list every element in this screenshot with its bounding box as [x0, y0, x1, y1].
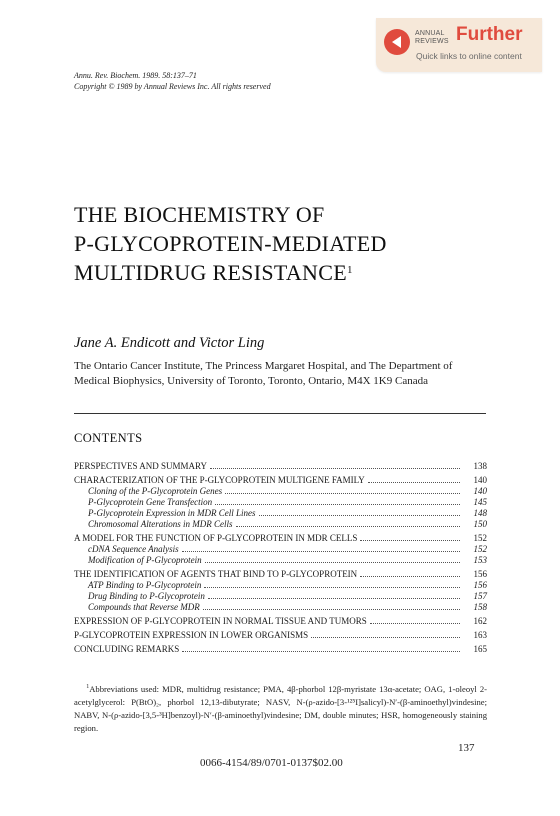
- toc-entry-label: PERSPECTIVES AND SUMMARY: [74, 461, 208, 471]
- page-number: 137: [458, 742, 475, 754]
- title-footnote-mark[interactable]: 1: [346, 264, 353, 276]
- toc-entry-label: A MODEL FOR THE FUNCTION OF P-GLYCOPROTEIN IN MDR CELLS: [74, 533, 358, 543]
- toc-dot-leader: [360, 540, 460, 541]
- toc-entry-page: 157: [473, 591, 487, 601]
- toc-entry-page: 165: [473, 644, 487, 654]
- contents-heading: CONTENTS: [74, 431, 143, 445]
- toc-section-entry[interactable]: [74, 644, 487, 655]
- title-line-2: P-GLYCOPROTEIN-MEDIATED: [74, 231, 387, 256]
- toc-entry-page: 156: [473, 580, 487, 590]
- toc-subsection-entry[interactable]: [74, 580, 487, 591]
- toc-dot-leader: [370, 623, 460, 624]
- toc-section-entry[interactable]: [74, 630, 487, 641]
- banner-line-annual: ANNUAL: [415, 30, 445, 37]
- toc-section-entry[interactable]: [74, 461, 487, 472]
- toc-dot-leader: [204, 587, 460, 588]
- toc-entry-page: 148: [473, 508, 487, 518]
- author-affiliation: [74, 359, 494, 389]
- table-of-contents: [74, 461, 487, 655]
- toc-subsection-entry[interactable]: [74, 555, 487, 566]
- toc-entry-page: 145: [473, 497, 487, 507]
- toc-entry-page: 162: [473, 616, 487, 626]
- toc-entry-page: 140: [473, 475, 487, 485]
- journal-citation: [74, 70, 271, 92]
- toc-entry-page: 140: [473, 486, 487, 496]
- toc-entry-label: P-GLYCOPROTEIN EXPRESSION IN LOWER ORGANISMS: [74, 630, 309, 640]
- toc-entry-page: 152: [473, 544, 487, 554]
- banner-line-reviews: REVIEWS: [415, 38, 449, 45]
- toc-entry-label: Compounds that Reverse MDR: [88, 602, 200, 612]
- toc-entry-label: CONCLUDING REMARKS: [74, 644, 180, 654]
- toc-subsection-entry[interactable]: [74, 602, 487, 613]
- toc-entry-label: Cloning of the P-Glycoprotein Genes: [88, 486, 223, 496]
- toc-entry-label: cDNA Sequence Analysis: [88, 544, 179, 554]
- annual-reviews-logo-text: [415, 30, 449, 46]
- toc-subsection-entry[interactable]: [74, 508, 487, 519]
- article-title: [74, 200, 387, 287]
- toc-section-entry[interactable]: [74, 475, 487, 486]
- toc-subsection-entry[interactable]: [74, 519, 487, 530]
- title-line-3: [74, 258, 387, 287]
- toc-dot-leader: [368, 482, 460, 483]
- toc-dot-leader: [208, 598, 460, 599]
- affiliation-line-1: The Ontario Cancer Institute, The Princess Margaret Hospital, and The Department of: [74, 360, 453, 372]
- toc-dot-leader: [360, 576, 460, 577]
- toc-entry-page: 153: [473, 555, 487, 565]
- toc-subsection-entry[interactable]: [74, 591, 487, 602]
- article-authors: Jane A. Endicott and Victor Ling: [74, 335, 265, 351]
- toc-entry-label: Drug Binding to P-Glycoprotein: [88, 591, 205, 601]
- toc-dot-leader: [182, 651, 460, 652]
- toc-entry-label: THE IDENTIFICATION OF AGENTS THAT BIND TO P-GLYCOPROTEIN: [74, 569, 358, 579]
- title-line-1: THE BIOCHEMISTRY OF: [74, 202, 325, 227]
- footnote-mark: 1: [86, 684, 90, 690]
- toc-dot-leader: [259, 515, 460, 516]
- toc-entry-label: EXPRESSION OF P-GLYCOPROTEIN IN NORMAL TISSUE AND TUMORS: [74, 616, 367, 626]
- further-brand-text: Further: [456, 24, 523, 45]
- toc-dot-leader: [182, 551, 460, 552]
- issn-price-code: 0066-4154/89/0701-0137$02.00: [200, 757, 343, 769]
- toc-entry-label: CHARACTERIZATION OF THE P-GLYCOPROTEIN MULTIGENE FAMILY: [74, 475, 365, 485]
- toc-entry-label: P-Glycoprotein Gene Transfection: [88, 497, 213, 507]
- play-left-icon[interactable]: [384, 29, 410, 55]
- quick-links-tagline[interactable]: Quick links to online content: [416, 51, 522, 61]
- affiliation-line-2: Medical Biophysics, University of Toronto, Toronto, Ontario, M4X 1K9 Canada: [74, 375, 428, 387]
- toc-entry-page: 152: [473, 533, 487, 543]
- toc-section-entry[interactable]: [74, 569, 487, 580]
- toc-entry-page: 163: [473, 630, 487, 640]
- toc-subsection-entry[interactable]: [74, 544, 487, 555]
- toc-subsection-entry[interactable]: [74, 486, 487, 497]
- toc-dot-leader: [215, 504, 460, 505]
- toc-entry-label: Modification of P-Glycoprotein: [88, 555, 202, 565]
- toc-entry-page: 150: [473, 519, 487, 529]
- annual-reviews-further-banner[interactable]: [376, 18, 542, 72]
- toc-entry-label: P-Glycoprotein Expression in MDR Cell Lines: [88, 508, 256, 518]
- toc-entry-label: Chromosomal Alterations in MDR Cells: [88, 519, 233, 529]
- title-line-3-text: MULTIDRUG RESISTANCE: [74, 260, 347, 285]
- toc-entry-page: 138: [473, 461, 487, 471]
- toc-dot-leader: [203, 609, 460, 610]
- section-divider: [74, 413, 486, 414]
- footnote-text: Abbreviations used: MDR, multidrug resistance; PMA, 4β-phorbol 12β-myristate 13α-acetate; OAG, 1-oleoyl 2-acetylglycerol: P(BtO)₂, phorbol 12,13-dibutyrate; NASV, N-(ρ-azido-[3-¹²⁵I]salicyl)-N′-(β-aminoethyl)vindesine; NABV, N-(ρ-azido-[3,5-³H]benzoyl)-N′-(β-aminoethyl)vindesine; DM, double minutes; HSR, homogeneously staining region.: [74, 683, 487, 733]
- toc-dot-leader: [210, 468, 460, 469]
- toc-dot-leader: [311, 637, 460, 638]
- toc-dot-leader: [225, 493, 460, 494]
- toc-section-entry[interactable]: [74, 533, 487, 544]
- toc-entry-label: ATP Binding to P-Glycoprotein: [88, 580, 202, 590]
- abbreviations-footnote: [74, 681, 487, 735]
- citation-line-2: Copyright © 1989 by Annual Reviews Inc. All rights reserved: [74, 82, 271, 91]
- toc-dot-leader: [205, 562, 460, 563]
- toc-entry-page: 156: [473, 569, 487, 579]
- toc-entry-page: 158: [473, 602, 487, 612]
- toc-section-entry[interactable]: [74, 616, 487, 627]
- toc-dot-leader: [236, 526, 460, 527]
- toc-subsection-entry[interactable]: [74, 497, 487, 508]
- citation-line-1: Annu. Rev. Biochem. 1989. 58:137–71: [74, 71, 197, 80]
